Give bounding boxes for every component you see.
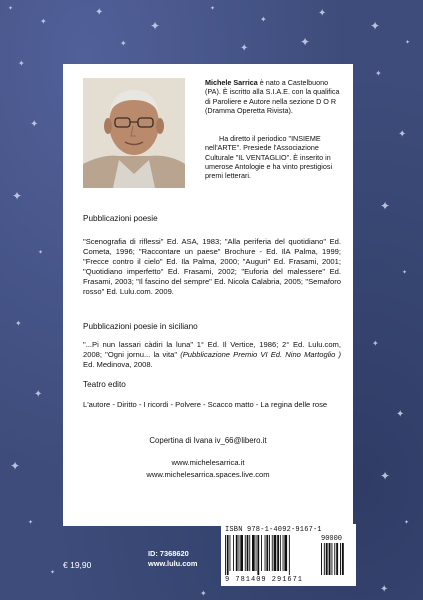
star-icon: ✦ [370, 19, 381, 33]
star-icon: ✦ [375, 69, 382, 78]
barcode-addon-bar [342, 543, 344, 575]
star-icon: ✦ [380, 584, 389, 595]
barcode-bar [269, 535, 270, 571]
isbn-barcode [221, 524, 356, 586]
barcode-bar [233, 535, 234, 571]
barcode-bar [245, 535, 246, 571]
star-icon: ✦ [396, 409, 405, 420]
price-label: € 19,90 [63, 560, 92, 570]
author-bio [205, 78, 345, 115]
siciliano-award-note: (Pubblicazione Premio VI Ed. Nino Martoglio ) [180, 350, 341, 359]
barcode-bar [239, 535, 240, 571]
barcode-addon-bars [321, 543, 351, 575]
barcode-addon-number: 90000 [321, 535, 343, 543]
star-icon: ✦ [28, 520, 34, 526]
website-link[interactable]: www.michelesarrica.spaces.live.com [146, 470, 270, 479]
back-cover-panel [63, 64, 353, 526]
barcode-bar [266, 535, 268, 571]
barcode-addon-bar [329, 543, 331, 575]
star-icon: ✦ [260, 15, 267, 24]
barcode-addon-bar [321, 543, 322, 575]
star-icon: ✦ [38, 250, 44, 256]
website-link[interactable]: www.michelesarrica.it [171, 458, 245, 467]
star-icon: ✦ [95, 7, 104, 18]
barcode-bar [225, 535, 226, 575]
star-icon: ✦ [300, 35, 311, 49]
author-bio-second: Ha diretto il periodico "INSIEME nell'ARTE". Presiede l'Associazione Culturale "IL VENTAGLIO". È inserito in umerose Antologie e ha vinto prestigiosi premi letterari. [205, 134, 333, 181]
cover-credit: Copertina di Ivana iv_66@libero.it [149, 436, 267, 445]
barcode-addon-bar [324, 543, 325, 575]
star-icon: ✦ [372, 339, 379, 348]
teatro-heading: Teatro edito [83, 380, 126, 389]
star-icon: ✦ [34, 389, 43, 400]
isbn-label: ISBN 978-1-4092-9167-1 [225, 526, 322, 534]
star-icon: ✦ [240, 43, 249, 54]
star-icon: ✦ [405, 40, 411, 46]
star-icon: ✦ [200, 589, 207, 598]
star-icon: ✦ [8, 6, 14, 12]
poesie-list: "Scenografia di riflessi" Ed. ASA, 1983; "Alla periferia del quotidiano" Ed. Cometa, 1996; "Raccontare un paese" Brochure - Ed. IlA Palma, 1999; "Frecce contro il cielo" Ed. Ila Palma, 2000; "Auguri" Ed. Frasami, 2001; "Quotidiano imperfetto" Ed. Frasami, 2002; "Euforia del malessere" Ed. Frasami, 2003; "Il fascino del sempre" Ed. Nicola Calabria, 2005; "Semaforo rosso" Ed. Lulu.com. 2009. [83, 237, 341, 296]
barcode-bar [256, 535, 257, 571]
star-icon: ✦ [120, 39, 127, 48]
barcode-bar [284, 535, 287, 571]
barcode-addon-bar [326, 543, 328, 575]
siciliano-text-part1: "...Pi nun lassari càdiri la luna" 1° Ed. Il Vertice, 1986; 2° Ed. Lulu.com, 2008; "Ogni jornu... la vita" [83, 340, 341, 359]
product-id [148, 549, 197, 569]
star-icon: ✦ [210, 6, 216, 12]
barcode-addon-bar [334, 543, 335, 575]
barcode-bar [252, 535, 255, 571]
lulu-link[interactable]: www.lulu.com [148, 559, 198, 568]
barcode-addon-bar [340, 543, 341, 575]
barcode-bar [247, 535, 249, 571]
barcode-bar [274, 535, 277, 571]
star-icon: ✦ [380, 199, 391, 213]
id-line: ID: 7368620 [148, 549, 189, 558]
barcode-addon-bar [331, 543, 332, 575]
star-icon: ✦ [50, 570, 56, 576]
siciliano-heading: Pubblicazioni poesie in siciliano [83, 322, 198, 331]
barcode-bar [261, 535, 262, 571]
star-icon: ✦ [318, 8, 327, 19]
barcode-bar [249, 535, 250, 571]
star-icon: ✦ [10, 459, 21, 473]
siciliano-list [83, 340, 341, 370]
author-bio-text: è nato a Castelbuono (PA). È iscritto alla S.I.A.E. con la qualifica di Paroliere e Autore nella sezione D O R (Dramma Operetta Rivista). [205, 78, 340, 115]
barcode-bars [225, 535, 317, 575]
star-icon: ✦ [402, 270, 408, 276]
barcode-bar [265, 535, 266, 571]
barcode-digits: 9 781409 291671 [225, 576, 304, 584]
barcode-bar [283, 535, 284, 571]
barcode-bar [236, 535, 238, 571]
star-icon: ✦ [30, 119, 39, 130]
star-icon: ✦ [12, 189, 23, 203]
star-icon: ✦ [15, 319, 22, 328]
star-icon: ✦ [18, 59, 25, 68]
barcode-addon-bar [336, 543, 338, 575]
barcode-bar [240, 535, 243, 571]
star-icon: ✦ [380, 469, 391, 483]
poesie-heading: Pubblicazioni poesie [83, 214, 158, 223]
author-name: Michele Sarrica [205, 78, 258, 87]
siciliano-text-part2: Ed. Medinova, 2008. [83, 360, 153, 369]
barcode-bar [289, 535, 290, 575]
barcode-bar [227, 535, 229, 575]
teatro-list: L'autore - Diritto - I ricordi - Polvere - Scacco matto - La regina delle rose [83, 400, 328, 409]
author-photo [83, 78, 185, 188]
star-icon: ✦ [150, 19, 161, 33]
barcode-bar [230, 535, 231, 571]
barcode-bar [277, 535, 279, 571]
barcode-bar [280, 535, 281, 571]
star-icon: ✦ [40, 17, 47, 26]
star-icon: ✦ [404, 520, 410, 526]
barcode-bar [257, 535, 259, 575]
barcode-bar [272, 535, 273, 571]
star-icon: ✦ [398, 129, 407, 140]
